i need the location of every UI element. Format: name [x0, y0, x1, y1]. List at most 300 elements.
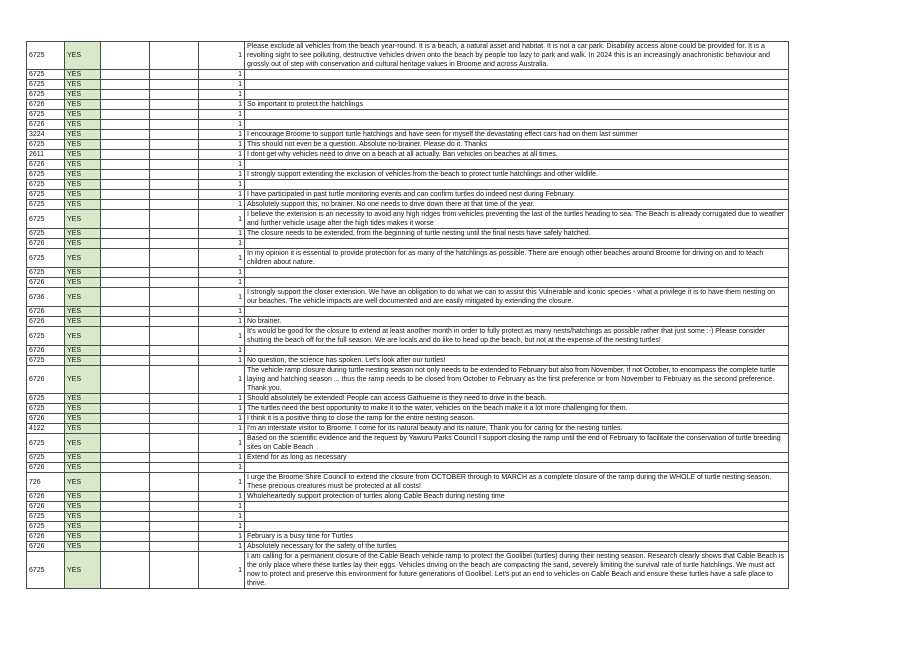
comment-cell[interactable]: I strongly support extending the exclusion of vehicles from the beach to protect turtle hatchlings and other wildlife.: [245, 170, 789, 180]
support-cell[interactable]: YES: [65, 366, 101, 394]
count-cell[interactable]: 1: [199, 229, 245, 239]
empty-cell[interactable]: [150, 542, 199, 552]
support-cell[interactable]: YES: [65, 453, 101, 463]
table-row: [27, 346, 789, 356]
support-cell[interactable]: YES: [65, 542, 101, 552]
empty-cell[interactable]: [101, 160, 150, 170]
table-row: [27, 278, 789, 288]
empty-cell[interactable]: [101, 100, 150, 110]
empty-cell[interactable]: [101, 453, 150, 463]
empty-cell[interactable]: [150, 80, 199, 90]
empty-cell[interactable]: [150, 463, 199, 473]
comment-cell[interactable]: The turtles need the best opportunity to make it to the water, vehicles on the beach make it a lot more challenging for them.: [245, 404, 789, 414]
count-cell[interactable]: 1: [199, 346, 245, 356]
postcode-cell[interactable]: 6726: [27, 414, 65, 424]
empty-cell[interactable]: [101, 278, 150, 288]
empty-cell[interactable]: [150, 327, 199, 346]
comment-cell[interactable]: The closure needs to be extended, from the beginning of turtle nesting until the final nests have safely hatched.: [245, 229, 789, 239]
support-cell[interactable]: YES: [65, 268, 101, 278]
support-cell[interactable]: YES: [65, 130, 101, 140]
count-cell[interactable]: 1: [199, 160, 245, 170]
comment-cell[interactable]: Wholeheartedly support protection of turtles along Cable Beach during nesting time: [245, 492, 789, 502]
comment-cell[interactable]: February is a busy time for Turtles: [245, 532, 789, 542]
empty-cell[interactable]: [101, 522, 150, 532]
empty-cell[interactable]: [150, 190, 199, 200]
empty-cell[interactable]: [101, 317, 150, 327]
table-row: [27, 463, 789, 473]
empty-cell[interactable]: [101, 90, 150, 100]
support-cell[interactable]: YES: [65, 90, 101, 100]
table-row: [27, 80, 789, 90]
empty-cell[interactable]: [101, 394, 150, 404]
empty-cell[interactable]: [150, 120, 199, 130]
postcode-cell[interactable]: 2611: [27, 150, 65, 160]
count-cell[interactable]: 1: [199, 80, 245, 90]
support-cell[interactable]: YES: [65, 249, 101, 268]
empty-cell[interactable]: [150, 210, 199, 229]
empty-cell[interactable]: [101, 140, 150, 150]
table-row: [27, 150, 789, 160]
empty-cell[interactable]: [150, 552, 199, 589]
comment-cell[interactable]: No brainer.: [245, 317, 789, 327]
empty-cell[interactable]: [101, 307, 150, 317]
postcode-cell[interactable]: 6725: [27, 90, 65, 100]
empty-cell[interactable]: [150, 200, 199, 210]
table-row: [27, 404, 789, 414]
comment-cell[interactable]: [245, 120, 789, 130]
empty-cell[interactable]: [150, 512, 199, 522]
postcode-cell[interactable]: 6726: [27, 120, 65, 130]
comment-cell[interactable]: I encourage Broome to support turtle hatchings and have seen for myself the devastating effect cars had on them last summer: [245, 130, 789, 140]
comment-cell[interactable]: No question, the science has spoken. Let's look after our turtles!: [245, 356, 789, 366]
count-cell[interactable]: 1: [199, 317, 245, 327]
empty-cell[interactable]: [150, 502, 199, 512]
empty-cell[interactable]: [150, 453, 199, 463]
support-cell[interactable]: YES: [65, 502, 101, 512]
postcode-cell[interactable]: 6725: [27, 434, 65, 453]
comment-cell[interactable]: [245, 90, 789, 100]
postcode-cell[interactable]: 6726: [27, 502, 65, 512]
postcode-cell[interactable]: 6725: [27, 453, 65, 463]
table-row: [27, 288, 789, 307]
postcode-cell[interactable]: 6726: [27, 278, 65, 288]
table-row: [27, 180, 789, 190]
empty-cell[interactable]: [101, 552, 150, 589]
postcode-cell[interactable]: 6726: [27, 492, 65, 502]
support-cell[interactable]: YES: [65, 532, 101, 542]
table-row: [27, 307, 789, 317]
comment-cell[interactable]: In my opinion it is essential to provide protection for as many of the hatchlings as possible. There are enough other beaches around Broome for driving on and to teach children about nature.: [245, 249, 789, 268]
empty-cell[interactable]: [101, 492, 150, 502]
empty-cell[interactable]: [150, 288, 199, 307]
support-cell[interactable]: YES: [65, 463, 101, 473]
empty-cell[interactable]: [101, 42, 150, 70]
empty-cell[interactable]: [101, 210, 150, 229]
count-cell[interactable]: 1: [199, 180, 245, 190]
postcode-cell[interactable]: 4122: [27, 424, 65, 434]
table-row: [27, 100, 789, 110]
count-cell[interactable]: 1: [199, 404, 245, 414]
postcode-cell[interactable]: 6725: [27, 140, 65, 150]
empty-cell[interactable]: [150, 394, 199, 404]
support-cell[interactable]: YES: [65, 120, 101, 130]
count-cell[interactable]: 1: [199, 463, 245, 473]
count-cell[interactable]: 1: [199, 120, 245, 130]
table-row: [27, 317, 789, 327]
support-cell[interactable]: YES: [65, 307, 101, 317]
table-row: [27, 110, 789, 120]
support-cell[interactable]: YES: [65, 150, 101, 160]
table-row: [27, 434, 789, 453]
postcode-cell[interactable]: 6725: [27, 170, 65, 180]
empty-cell[interactable]: [101, 404, 150, 414]
empty-cell[interactable]: [101, 170, 150, 180]
count-cell[interactable]: 1: [199, 366, 245, 394]
support-cell[interactable]: YES: [65, 288, 101, 307]
postcode-cell[interactable]: 6725: [27, 327, 65, 346]
postcode-cell[interactable]: 6726: [27, 366, 65, 394]
count-cell[interactable]: 1: [199, 239, 245, 249]
count-cell[interactable]: 1: [199, 288, 245, 307]
support-cell[interactable]: YES: [65, 473, 101, 492]
empty-cell[interactable]: [101, 542, 150, 552]
table-row: [27, 453, 789, 463]
empty-cell[interactable]: [101, 346, 150, 356]
postcode-cell[interactable]: 6726: [27, 160, 65, 170]
comment-cell[interactable]: [245, 110, 789, 120]
comment-cell[interactable]: Based on the scientific evidence and the request by Yawuru Parks Council I support closing the ramp until the end of February to facilitate the conservation of turtle breeding sites on Cable Beach: [245, 434, 789, 453]
postcode-cell[interactable]: 6725: [27, 70, 65, 80]
comment-cell[interactable]: [245, 70, 789, 80]
table-row: [27, 356, 789, 366]
postcode-cell[interactable]: 3224: [27, 130, 65, 140]
comment-cell[interactable]: [245, 80, 789, 90]
postcode-cell[interactable]: 6725: [27, 42, 65, 70]
support-cell[interactable]: YES: [65, 100, 101, 110]
support-cell[interactable]: YES: [65, 434, 101, 453]
empty-cell[interactable]: [150, 140, 199, 150]
empty-cell[interactable]: [150, 317, 199, 327]
support-cell[interactable]: YES: [65, 424, 101, 434]
count-cell[interactable]: 1: [199, 434, 245, 453]
comment-cell[interactable]: Absolutely necessary for the safety of the turtles: [245, 542, 789, 552]
empty-cell[interactable]: [150, 249, 199, 268]
count-cell[interactable]: 1: [199, 414, 245, 424]
empty-cell[interactable]: [101, 366, 150, 394]
postcode-cell[interactable]: 6725: [27, 190, 65, 200]
count-cell[interactable]: 1: [199, 190, 245, 200]
postcode-cell[interactable]: 726: [27, 473, 65, 492]
support-cell[interactable]: YES: [65, 356, 101, 366]
comment-cell[interactable]: It's would be good for the closure to extend at least another month in order to fully protect as many nests/hatchings as possible rather that just some :-) Please consider shutting the beach off for the full season. We are locals and do like to head up the beach, but not at the expense of the nesting turtles!: [245, 327, 789, 346]
empty-cell[interactable]: [101, 502, 150, 512]
empty-cell[interactable]: [150, 110, 199, 120]
postcode-cell[interactable]: 6726: [27, 346, 65, 356]
empty-cell[interactable]: [101, 110, 150, 120]
empty-cell[interactable]: [150, 180, 199, 190]
postcode-cell[interactable]: 6725: [27, 522, 65, 532]
empty-cell[interactable]: [101, 268, 150, 278]
table-row: [27, 366, 789, 394]
comment-cell[interactable]: Extend for as long as necessary: [245, 453, 789, 463]
count-cell[interactable]: 1: [199, 394, 245, 404]
comment-cell[interactable]: [245, 160, 789, 170]
empty-cell[interactable]: [150, 356, 199, 366]
empty-cell[interactable]: [101, 130, 150, 140]
support-cell[interactable]: YES: [65, 317, 101, 327]
count-cell[interactable]: 1: [199, 512, 245, 522]
support-cell[interactable]: YES: [65, 80, 101, 90]
count-cell[interactable]: 1: [199, 249, 245, 268]
table-row: [27, 542, 789, 552]
support-cell[interactable]: YES: [65, 512, 101, 522]
empty-cell[interactable]: [150, 130, 199, 140]
count-cell[interactable]: 1: [199, 492, 245, 502]
postcode-cell[interactable]: 6725: [27, 552, 65, 589]
table-row: [27, 522, 789, 532]
table-body: [27, 42, 789, 589]
support-cell[interactable]: YES: [65, 327, 101, 346]
spreadsheet: [26, 41, 789, 589]
comment-cell[interactable]: [245, 268, 789, 278]
empty-cell[interactable]: [150, 473, 199, 492]
count-cell[interactable]: 1: [199, 552, 245, 589]
table-row: [27, 229, 789, 239]
support-cell[interactable]: YES: [65, 190, 101, 200]
postcode-cell[interactable]: 6726: [27, 532, 65, 542]
postcode-cell[interactable]: 6726: [27, 542, 65, 552]
support-cell[interactable]: YES: [65, 404, 101, 414]
support-cell[interactable]: YES: [65, 70, 101, 80]
table-row: [27, 239, 789, 249]
empty-cell[interactable]: [150, 90, 199, 100]
empty-cell[interactable]: [101, 180, 150, 190]
count-cell[interactable]: 1: [199, 453, 245, 463]
empty-cell[interactable]: [150, 70, 199, 80]
empty-cell[interactable]: [101, 229, 150, 239]
count-cell[interactable]: 1: [199, 522, 245, 532]
comment-cell[interactable]: This should not even be a question. Absolute no-brainer. Please do it. Thanks: [245, 140, 789, 150]
empty-cell[interactable]: [150, 150, 199, 160]
support-cell[interactable]: YES: [65, 346, 101, 356]
empty-cell[interactable]: [101, 120, 150, 130]
comment-cell[interactable]: I urge the Broome Shire Council to extend the closure from OCTOBER through to MARCH as a complete closure of the ramp during the WHOLE of turtle nesting season. These precious creatures must be protected at all costs!: [245, 473, 789, 492]
count-cell[interactable]: 1: [199, 150, 245, 160]
empty-cell[interactable]: [101, 239, 150, 249]
support-cell[interactable]: YES: [65, 180, 101, 190]
comment-cell[interactable]: [245, 278, 789, 288]
table-row: [27, 42, 789, 70]
table-row: [27, 70, 789, 80]
comment-cell[interactable]: [245, 239, 789, 249]
empty-cell[interactable]: [101, 200, 150, 210]
table-row: [27, 160, 789, 170]
empty-cell[interactable]: [101, 327, 150, 346]
comment-cell[interactable]: The vehicle ramp closure during turtle nesting season not only needs to be extended to February but also from November, if not October, to encompass the complete turtle laying and hatching season ... thus the ramp needs to be closed from October to February as the first preference or from November to February as the second preference. Thank you.: [245, 366, 789, 394]
comment-cell[interactable]: Please exclude all vehicles from the beach year-round. It is a beach, a natural asset and habitat. It is not a car park. Disability access alone could be provided for. It is a revolting sight to see polluting, destructive vehicles driven onto the beach by people too lazy to park and walk. In 2024 this is an increasingly anachronistic behaviour and grossly out of step with conservation and cultural heritage values in Broome and across Australia.: [245, 42, 789, 70]
empty-cell[interactable]: [101, 356, 150, 366]
empty-cell[interactable]: [150, 268, 199, 278]
support-cell[interactable]: YES: [65, 278, 101, 288]
empty-cell[interactable]: [150, 42, 199, 70]
support-cell[interactable]: YES: [65, 414, 101, 424]
empty-cell[interactable]: [150, 307, 199, 317]
count-cell[interactable]: 1: [199, 356, 245, 366]
postcode-cell[interactable]: 6725: [27, 200, 65, 210]
table-row: [27, 130, 789, 140]
empty-cell[interactable]: [101, 512, 150, 522]
count-cell[interactable]: 1: [199, 268, 245, 278]
postcode-cell[interactable]: 6725: [27, 394, 65, 404]
empty-cell[interactable]: [101, 70, 150, 80]
empty-cell[interactable]: [150, 239, 199, 249]
empty-cell[interactable]: [101, 414, 150, 424]
empty-cell[interactable]: [150, 424, 199, 434]
postcode-cell[interactable]: 6725: [27, 80, 65, 90]
comment-cell[interactable]: [245, 512, 789, 522]
table-row: [27, 327, 789, 346]
empty-cell[interactable]: [150, 404, 199, 414]
empty-cell[interactable]: [150, 346, 199, 356]
postcode-cell[interactable]: 6726: [27, 100, 65, 110]
empty-cell[interactable]: [150, 366, 199, 394]
postcode-cell[interactable]: 6725: [27, 180, 65, 190]
empty-cell[interactable]: [150, 170, 199, 180]
support-cell[interactable]: YES: [65, 394, 101, 404]
empty-cell[interactable]: [101, 150, 150, 160]
table-row: [27, 512, 789, 522]
count-cell[interactable]: 1: [199, 140, 245, 150]
comment-cell[interactable]: I dont get why vehicles need to drive on a beach at all actually. Ban vehicles on beaches at all times.: [245, 150, 789, 160]
comment-cell[interactable]: I strongly support the closer extension. We have an obligation to do what we can to assist this Vulnerable and iconic species - what a privilege it is to have them nesting on our beaches. The vehicle impacts are well documented and are easily mitigated by extending the closure.: [245, 288, 789, 307]
empty-cell[interactable]: [150, 100, 199, 110]
table-row: [27, 473, 789, 492]
postcode-cell[interactable]: 6736: [27, 288, 65, 307]
empty-cell[interactable]: [101, 424, 150, 434]
comment-cell[interactable]: [245, 180, 789, 190]
support-cell[interactable]: YES: [65, 210, 101, 229]
empty-cell[interactable]: [150, 278, 199, 288]
table-row: [27, 170, 789, 180]
postcode-cell[interactable]: 6725: [27, 110, 65, 120]
count-cell[interactable]: 1: [199, 70, 245, 80]
support-cell[interactable]: YES: [65, 522, 101, 532]
count-cell[interactable]: 1: [199, 90, 245, 100]
support-cell[interactable]: YES: [65, 200, 101, 210]
comment-cell[interactable]: [245, 502, 789, 512]
empty-cell[interactable]: [101, 288, 150, 307]
count-cell[interactable]: 1: [199, 424, 245, 434]
comment-cell[interactable]: [245, 346, 789, 356]
postcode-cell[interactable]: 6725: [27, 404, 65, 414]
empty-cell[interactable]: [150, 414, 199, 424]
count-cell[interactable]: 1: [199, 170, 245, 180]
comment-cell[interactable]: I am calling for a permanent closure of the Cable Beach vehicle ramp to protect the Goolibel (turtles) during their nesting season. Research clearly shows that Cable Beach is the only place where these turtles lay their eggs. Vehicles driving on the beach are compacting the sand, severely limiting the survival rate of turtle hatchlings. We must act now to protect and preserve this environment for future generations of Goolibel. Let's put an end to vehicles on Cable Beach and ensure these turtles have a safe place to thrive.: [245, 552, 789, 589]
empty-cell[interactable]: [101, 434, 150, 453]
count-cell[interactable]: 1: [199, 473, 245, 492]
postcode-cell[interactable]: 6725: [27, 210, 65, 229]
table-row: [27, 210, 789, 229]
table-row: [27, 90, 789, 100]
count-cell[interactable]: 1: [199, 130, 245, 140]
empty-cell[interactable]: [150, 532, 199, 542]
table-row: [27, 190, 789, 200]
postcode-cell[interactable]: 6726: [27, 307, 65, 317]
postcode-cell[interactable]: 6726: [27, 463, 65, 473]
table-row: [27, 414, 789, 424]
table-row: [27, 532, 789, 542]
count-cell[interactable]: 1: [199, 532, 245, 542]
empty-cell[interactable]: [101, 190, 150, 200]
comment-cell[interactable]: [245, 307, 789, 317]
postcode-cell[interactable]: 6725: [27, 356, 65, 366]
support-cell[interactable]: YES: [65, 492, 101, 502]
comment-cell[interactable]: I have participated in past turtle monitoring events and can confirm turtles do indeed nest during February.: [245, 190, 789, 200]
postcode-cell[interactable]: 6726: [27, 317, 65, 327]
count-cell[interactable]: 1: [199, 200, 245, 210]
count-cell[interactable]: 1: [199, 327, 245, 346]
empty-cell[interactable]: [101, 473, 150, 492]
comment-cell[interactable]: Absolutely support this, no brainer. No one needs to drive down there at that time of the year.: [245, 200, 789, 210]
comment-cell[interactable]: Should absolutely be extended! People can access Gathueme is they need to drive in the beach.: [245, 394, 789, 404]
table-row: [27, 502, 789, 512]
support-cell[interactable]: YES: [65, 110, 101, 120]
empty-cell[interactable]: [150, 229, 199, 239]
table-row: [27, 120, 789, 130]
support-cell[interactable]: YES: [65, 160, 101, 170]
support-cell[interactable]: YES: [65, 239, 101, 249]
comment-cell[interactable]: [245, 463, 789, 473]
postcode-cell[interactable]: 6726: [27, 239, 65, 249]
empty-cell[interactable]: [101, 463, 150, 473]
count-cell[interactable]: 1: [199, 210, 245, 229]
empty-cell[interactable]: [150, 522, 199, 532]
count-cell[interactable]: 1: [199, 278, 245, 288]
comment-cell[interactable]: I'm an interstate visitor to Broome. I come for its natural beauty and its nature. Thank you for caring for the nesting turtles.: [245, 424, 789, 434]
support-cell[interactable]: YES: [65, 229, 101, 239]
empty-cell[interactable]: [101, 532, 150, 542]
postcode-cell[interactable]: 6725: [27, 229, 65, 239]
count-cell[interactable]: 1: [199, 542, 245, 552]
empty-cell[interactable]: [101, 80, 150, 90]
table-row: [27, 552, 789, 589]
table-row: [27, 424, 789, 434]
support-cell[interactable]: YES: [65, 42, 101, 70]
empty-cell[interactable]: [150, 160, 199, 170]
postcode-cell[interactable]: 6725: [27, 512, 65, 522]
table-row: [27, 268, 789, 278]
support-cell[interactable]: YES: [65, 170, 101, 180]
postcode-cell[interactable]: 6725: [27, 268, 65, 278]
support-cell[interactable]: YES: [65, 140, 101, 150]
empty-cell[interactable]: [101, 249, 150, 268]
table-row: [27, 200, 789, 210]
comment-cell[interactable]: I believe the extension is an necessity to avoid any high ridges from vehicles preventing the last of the turtles heading to sea. The Beach is already corrugated due to weather and further vehicle usage after the high tides makes it worse: [245, 210, 789, 229]
support-cell[interactable]: YES: [65, 552, 101, 589]
empty-cell[interactable]: [150, 434, 199, 453]
table-row: [27, 249, 789, 268]
count-cell[interactable]: 1: [199, 110, 245, 120]
count-cell[interactable]: 1: [199, 100, 245, 110]
postcode-cell[interactable]: 6725: [27, 249, 65, 268]
comment-cell[interactable]: I think it is a positive thing to close the ramp for the entire nesting season.: [245, 414, 789, 424]
count-cell[interactable]: 1: [199, 502, 245, 512]
count-cell[interactable]: 1: [199, 307, 245, 317]
comment-cell[interactable]: So important to protect the hatchlings: [245, 100, 789, 110]
count-cell[interactable]: 1: [199, 42, 245, 70]
comment-cell[interactable]: [245, 522, 789, 532]
empty-cell[interactable]: [150, 492, 199, 502]
